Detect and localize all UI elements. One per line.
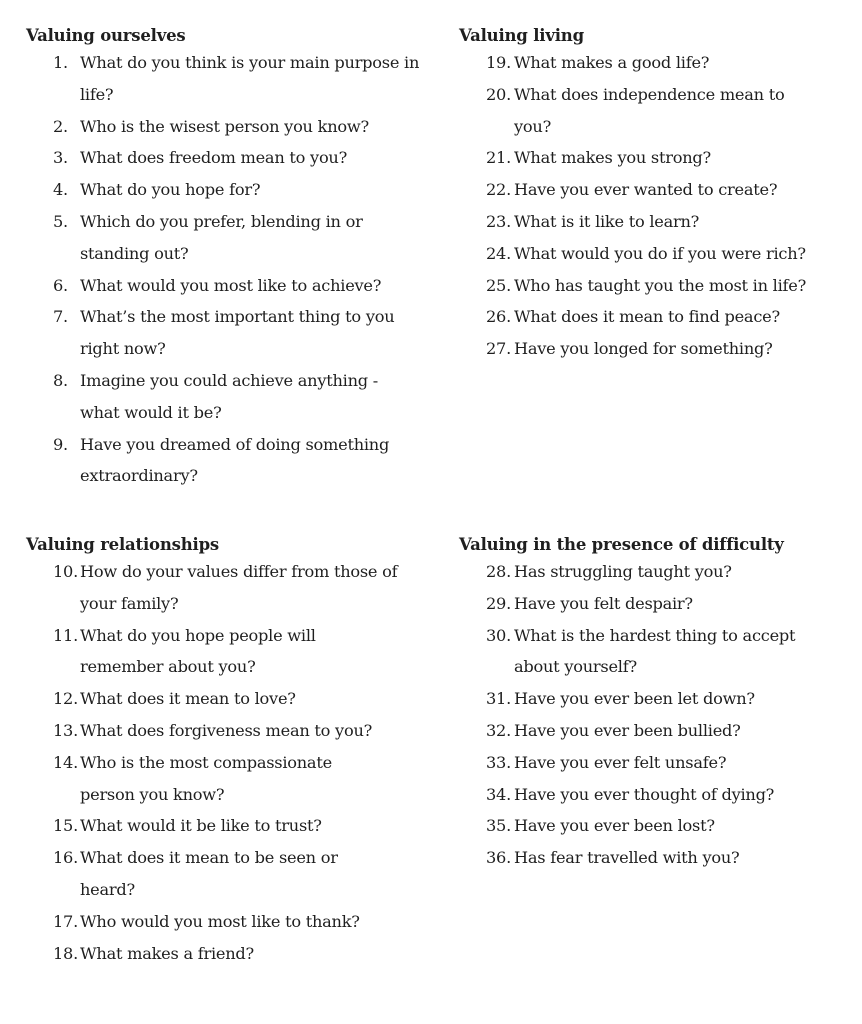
question-number: 36. xyxy=(486,848,511,868)
question-number: 35. xyxy=(486,816,511,836)
question-number: 9. xyxy=(53,434,68,454)
section-valuing-living xyxy=(459,24,859,365)
question-number: 5. xyxy=(53,211,68,231)
question-item xyxy=(459,810,859,842)
question-item xyxy=(459,238,859,270)
question-text: What does freedom mean to you? xyxy=(80,148,348,168)
question-text: Have you ever felt unsafe? xyxy=(514,752,727,772)
question-list xyxy=(26,47,436,492)
question-text: Which do you prefer, blending in or standing out? xyxy=(80,211,363,263)
question-text: Imagine you could achieve anything - what would it be? xyxy=(80,370,378,422)
question-number: 18. xyxy=(53,943,78,963)
question-item xyxy=(459,333,859,365)
question-text: How do your values differ from those of your family? xyxy=(80,562,398,613)
question-item xyxy=(26,938,436,970)
question-number: 11. xyxy=(53,625,78,645)
question-text: Who has taught you the most in life? xyxy=(514,275,807,295)
question-item xyxy=(26,620,436,684)
section-valuing-ourselves xyxy=(26,24,436,492)
question-item xyxy=(26,683,436,715)
question-item xyxy=(26,842,436,906)
section-heading: Valuing living xyxy=(459,26,584,45)
question-list xyxy=(26,556,436,969)
question-number: 10. xyxy=(53,562,78,581)
question-number: 33. xyxy=(486,752,511,772)
question-item xyxy=(26,47,436,111)
question-item xyxy=(26,906,436,938)
question-item xyxy=(459,142,859,174)
question-number: 17. xyxy=(53,911,78,931)
question-item xyxy=(459,715,859,747)
question-text: Have you longed for something? xyxy=(514,339,773,359)
question-number: 1. xyxy=(53,53,68,72)
question-text: What makes you strong? xyxy=(514,148,711,168)
question-number: 24. xyxy=(486,243,511,263)
question-number: 4. xyxy=(53,180,68,200)
question-number: 12. xyxy=(53,689,78,709)
question-text: What does it mean to be seen or heard? xyxy=(80,848,338,899)
question-text: What does it mean to love? xyxy=(80,689,296,709)
question-number: 14. xyxy=(53,752,78,772)
question-number: 13. xyxy=(53,720,78,740)
question-item xyxy=(459,270,859,302)
question-number: 7. xyxy=(53,307,68,327)
section-heading: Valuing in the presence of difficulty xyxy=(459,535,784,554)
question-number: 19. xyxy=(486,53,511,72)
question-text: What does it mean to find peace? xyxy=(514,307,780,327)
question-text: Has struggling taught you? xyxy=(514,562,732,581)
question-item xyxy=(26,810,436,842)
question-item xyxy=(26,174,436,206)
question-number: 8. xyxy=(53,370,68,390)
question-number: 16. xyxy=(53,848,78,868)
question-text: What would it be like to trust? xyxy=(80,816,322,836)
question-number: 25. xyxy=(486,275,511,295)
question-text: What would you do if you were rich? xyxy=(514,243,806,263)
question-text: Who is the wisest person you know? xyxy=(80,116,369,136)
question-item xyxy=(459,79,859,143)
question-text: What is it like to learn? xyxy=(514,211,700,231)
question-item xyxy=(26,111,436,143)
question-number: 32. xyxy=(486,720,511,740)
question-item xyxy=(459,779,859,811)
section-valuing-difficulty xyxy=(459,533,859,874)
question-list xyxy=(459,47,859,365)
question-text: What do you hope for? xyxy=(80,180,261,200)
question-text: Have you ever been bullied? xyxy=(514,720,741,740)
question-item xyxy=(459,588,859,620)
question-text: Have you dreamed of doing something extraordinary? xyxy=(80,434,390,486)
question-item xyxy=(26,429,436,493)
question-item xyxy=(26,301,436,365)
question-number: 22. xyxy=(486,180,511,200)
question-number: 20. xyxy=(486,84,511,104)
question-text: Have you ever thought of dying? xyxy=(514,784,775,804)
question-item xyxy=(459,174,859,206)
question-text: What do you think is your main purpose in life? xyxy=(80,53,420,104)
question-item xyxy=(459,620,859,684)
question-number: 6. xyxy=(53,275,68,295)
question-text: What do you hope people will remember about you? xyxy=(80,625,316,677)
question-text: What does forgiveness mean to you? xyxy=(80,720,373,740)
question-number: 15. xyxy=(53,816,78,836)
section-heading: Valuing ourselves xyxy=(26,26,186,45)
question-item xyxy=(26,142,436,174)
question-item xyxy=(459,556,859,588)
question-item xyxy=(459,301,859,333)
question-text: Who would you most like to thank? xyxy=(80,911,360,931)
question-number: 34. xyxy=(486,784,511,804)
question-number: 26. xyxy=(486,307,511,327)
question-text: Have you ever been let down? xyxy=(514,689,755,709)
question-text: What is the hardest thing to accept about yourself? xyxy=(514,625,796,677)
section-valuing-relationships xyxy=(26,533,436,969)
question-item xyxy=(459,842,859,874)
question-list xyxy=(459,556,859,874)
question-item xyxy=(459,683,859,715)
question-item xyxy=(459,206,859,238)
question-item xyxy=(459,47,859,79)
question-item xyxy=(26,270,436,302)
question-text: Has fear travelled with you? xyxy=(514,848,740,868)
question-number: 28. xyxy=(486,562,511,581)
question-text: Who is the most compassionate person you know? xyxy=(80,752,332,804)
question-item xyxy=(26,715,436,747)
question-text: What does independence mean to you? xyxy=(514,84,785,136)
question-number: 2. xyxy=(53,116,68,136)
section-heading: Valuing relationships xyxy=(26,535,220,554)
question-number: 29. xyxy=(486,593,511,613)
question-item xyxy=(26,556,436,620)
question-number: 21. xyxy=(486,148,511,168)
question-text: Have you ever wanted to create? xyxy=(514,180,778,200)
question-number: 3. xyxy=(53,148,68,168)
question-number: 23. xyxy=(486,211,511,231)
question-text: What’s the most important thing to you right now? xyxy=(80,307,395,359)
question-item xyxy=(26,747,436,811)
question-text: What makes a good life? xyxy=(514,53,710,72)
question-text: Have you felt despair? xyxy=(514,593,693,613)
question-item xyxy=(459,747,859,779)
question-text: Have you ever been lost? xyxy=(514,816,715,836)
question-text: What makes a friend? xyxy=(80,943,254,963)
question-text: What would you most like to achieve? xyxy=(80,275,382,295)
question-number: 31. xyxy=(486,689,511,709)
question-number: 27. xyxy=(486,339,511,359)
question-number: 30. xyxy=(486,625,511,645)
question-item xyxy=(26,365,436,429)
question-item xyxy=(26,206,436,270)
